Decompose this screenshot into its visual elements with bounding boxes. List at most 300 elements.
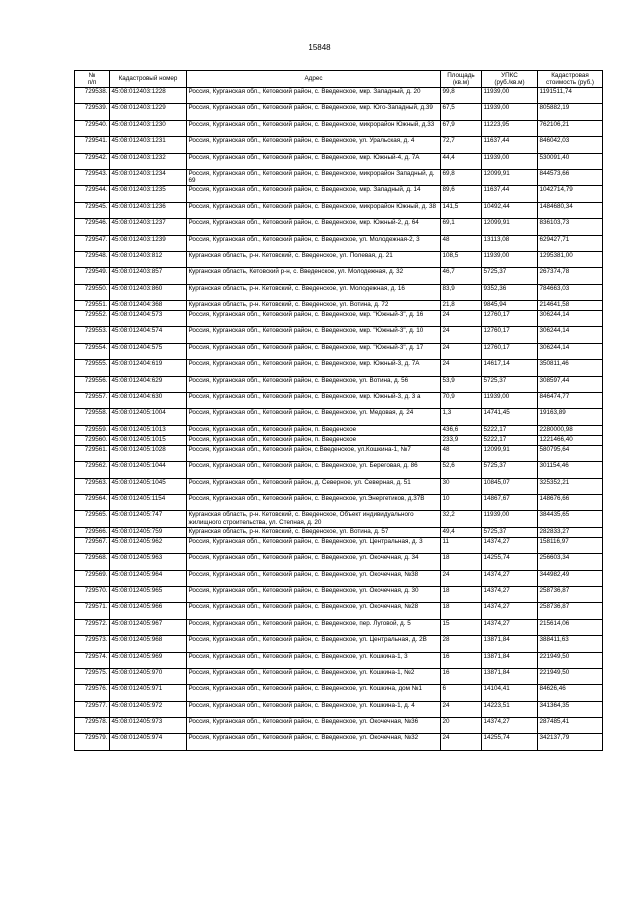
cell-address: Россия, Курганская обл., Кетовский район, п. Введенское [187,435,441,445]
cell-row-number: 729541. [75,137,110,153]
cell-cadastral-cost: 530091,40 [538,153,603,169]
cell-cadastral-cost: 1191511,74 [538,88,603,104]
cell-row-number: 729573. [75,636,110,652]
cell-cadastral-cost: 84626,46 [538,685,603,701]
cell-row-number: 729544. [75,186,110,202]
cell-upks: 5222,17 [482,425,538,435]
table-row [75,251,603,267]
cell-area: 44,4 [441,153,482,169]
table-row [75,301,603,311]
cell-upks: 11637,44 [482,186,538,202]
cell-area: 67,5 [441,104,482,120]
cell-cadastral-number: 45:08:012405:962 [110,537,187,553]
table-row [75,104,603,120]
cell-area: 24 [441,327,482,343]
cell-cadastral-number: 45:08:012403:1235 [110,186,187,202]
cell-upks: 14223,51 [482,701,538,717]
cell-cadastral-cost: 2280000,98 [538,425,603,435]
table-row [75,478,603,494]
cell-address: Россия, Курганская обл., Кетовский район, с. Введенское, ул. Вотина, д. 56 [187,376,441,392]
cell-address: Россия, Курганская обл., Кетовский район, с. Введенское, ул. Уральская, д. 4 [187,137,441,153]
cell-cadastral-cost: 258736,87 [538,586,603,602]
cell-row-number: 729571. [75,603,110,619]
cell-cadastral-cost: 158116,97 [538,537,603,553]
cell-cadastral-number: 45:08:012405:973 [110,718,187,734]
cell-area: 32,2 [441,511,482,527]
cell-cadastral-cost: 762106,21 [538,120,603,136]
header-num: № п/п [75,71,110,88]
cell-cadastral-number: 45:08:012403:1237 [110,219,187,235]
table-row [75,137,603,153]
cell-cadastral-cost: 306244,14 [538,311,603,327]
cell-area: 10 [441,494,482,510]
table-row [75,603,603,619]
table-row [75,619,603,635]
cell-upks: 13871,84 [482,668,538,684]
cell-row-number: 729577. [75,701,110,717]
cell-cadastral-number: 45:08:012405:966 [110,603,187,619]
cell-cadastral-cost: 805882,19 [538,104,603,120]
cell-upks: 5725,37 [482,268,538,284]
cell-row-number: 729566. [75,527,110,537]
cell-address: Россия, Курганская обл., Кетовский район, с. Введенское, ул. Медовая, д. 24 [187,409,441,425]
cell-cadastral-cost: 384435,65 [538,511,603,527]
cell-cadastral-number: 45:08:012403:857 [110,268,187,284]
table-row [75,425,603,435]
header-upks: УПКС (руб./кв.м) [482,71,538,88]
table-row [75,527,603,537]
cell-cadastral-number: 45:08:012403:812 [110,251,187,267]
cell-cadastral-cost: 846474,77 [538,393,603,409]
cell-area: 141,5 [441,202,482,218]
cell-address: Россия, Курганская обл., Кетовский район, с. Введенское, ул. Кошкина-1, 3 [187,652,441,668]
cell-cadastral-cost: 258736,87 [538,603,603,619]
cell-area: 24 [441,734,482,750]
cell-area: 233,9 [441,435,482,445]
cell-upks: 14374,27 [482,586,538,602]
cell-area: 108,5 [441,251,482,267]
table-row [75,409,603,425]
cell-address: Россия, Курганская обл., Кетовский район, с. Введенское, микрорайон Западный, д. 69 [187,169,441,185]
table-row [75,120,603,136]
cell-cadastral-number: 45:08:012404:574 [110,327,187,343]
cell-upks: 12099,91 [482,445,538,461]
cell-row-number: 729568. [75,554,110,570]
table-row [75,435,603,445]
cell-upks: 5725,37 [482,376,538,392]
table-body [75,88,603,751]
cell-row-number: 729555. [75,360,110,376]
cell-row-number: 729567. [75,537,110,553]
header-cost: Кадастровая стоимость (руб.) [538,71,603,88]
cell-address: Курганская область, Кетовский р-н, с. Введенское, ул. Молодежная, д. 32 [187,268,441,284]
cell-area: 52,6 [441,462,482,478]
cell-address: Россия, Курганская обл., Кетовский район, с. Введенское, мкр. "Южный-3", д. 17 [187,343,441,359]
cell-area: 24 [441,311,482,327]
cell-upks: 14374,27 [482,603,538,619]
cell-row-number: 729558. [75,409,110,425]
cell-cadastral-number: 45:08:012405:967 [110,619,187,635]
table-row [75,494,603,510]
cell-cadastral-cost: 221949,50 [538,668,603,684]
cell-row-number: 729572. [75,619,110,635]
cell-address: Россия, Курганская обл., Кетовский район, с. Введенское, пер. Луговой, д. 5 [187,619,441,635]
cell-cadastral-number: 45:08:012405:1015 [110,435,187,445]
cell-address: Россия, Курганская обл., Кетовский район, с. Введенское, микрорайон Южный, д.33 [187,120,441,136]
cell-cadastral-cost: 629427,71 [538,235,603,251]
cell-address: Россия, Курганская обл., Кетовский район, с. Введенское, мкр. Южный-4, д. 7А [187,153,441,169]
cell-upks: 14867,67 [482,494,538,510]
cell-cadastral-number: 45:08:012405:1154 [110,494,187,510]
cell-cadastral-cost: 341364,35 [538,701,603,717]
cell-cadastral-number: 45:08:012405:1028 [110,445,187,461]
table-row [75,235,603,251]
cell-area: 20 [441,718,482,734]
cell-row-number: 729538. [75,88,110,104]
cell-row-number: 729563. [75,478,110,494]
cadastral-registry-table [74,70,603,751]
cell-cadastral-number: 45:08:012405:759 [110,527,187,537]
cell-address: Россия, Курганская обл., Кетовский район, с. Введенское, мкр. Южный-3, д. 3 а [187,393,441,409]
cell-cadastral-cost: 325352,21 [538,478,603,494]
cell-area: 24 [441,570,482,586]
header-cadastral: Кадастровый номер [110,71,187,88]
cell-row-number: 729569. [75,570,110,586]
cell-row-number: 729564. [75,494,110,510]
cell-row-number: 729540. [75,120,110,136]
cell-cadastral-number: 45:08:012404:575 [110,343,187,359]
cell-row-number: 729547. [75,235,110,251]
cell-upks: 14104,41 [482,685,538,701]
cell-area: 49,4 [441,527,482,537]
cell-cadastral-number: 45:08:012403:1231 [110,137,187,153]
cell-cadastral-cost: 215614,06 [538,619,603,635]
cell-cadastral-cost: 282833,27 [538,527,603,537]
cell-address: Россия, Курганская обл., Кетовский район, с. Введенское, мкр. Западный, д. 20 [187,88,441,104]
cell-address: Россия, Курганская обл., Кетовский район, с. Введенское, ул. Молодежная-2, 3 [187,235,441,251]
cell-cadastral-cost: 221949,50 [538,652,603,668]
cell-area: 69,1 [441,219,482,235]
cell-upks: 14374,27 [482,619,538,635]
cell-address: Россия, Курганская обл., Кетовский район, с. Введенское, ул. Центральная, д. 2В [187,636,441,652]
cell-upks: 9352,36 [482,284,538,300]
cell-row-number: 729551. [75,301,110,311]
cell-cadastral-number: 45:08:012403:1236 [110,202,187,218]
cell-area: 53,9 [441,376,482,392]
cell-upks: 12760,17 [482,327,538,343]
cell-area: 99,8 [441,88,482,104]
cell-area: 46,7 [441,268,482,284]
cell-cadastral-number: 45:08:012405:1044 [110,462,187,478]
cell-row-number: 729575. [75,668,110,684]
table-row [75,268,603,284]
cell-cadastral-number: 45:08:012405:972 [110,701,187,717]
cell-row-number: 729559. [75,425,110,435]
cell-area: 48 [441,445,482,461]
table-row [75,718,603,734]
table-row [75,376,603,392]
cell-cadastral-cost: 214641,58 [538,301,603,311]
table-row [75,462,603,478]
cell-area: 16 [441,652,482,668]
cell-cadastral-cost: 846042,03 [538,137,603,153]
table-row [75,511,603,527]
cell-row-number: 729562. [75,462,110,478]
table-row [75,88,603,104]
cell-row-number: 729546. [75,219,110,235]
table-row [75,570,603,586]
cell-area: 69,8 [441,169,482,185]
cell-cadastral-number: 45:08:012403:1228 [110,88,187,104]
cell-address: Россия, Курганская обл., Кетовский район, с. Введенское, ул. Кошкина-1, д. 4 [187,701,441,717]
cell-upks: 11939,00 [482,88,538,104]
cell-upks: 5222,17 [482,435,538,445]
table-row [75,685,603,701]
table-row [75,343,603,359]
cell-area: 18 [441,603,482,619]
cell-row-number: 729542. [75,153,110,169]
cell-upks: 12099,91 [482,169,538,185]
cell-row-number: 729561. [75,445,110,461]
cell-upks: 14255,74 [482,554,538,570]
cell-cadastral-number: 45:08:012405:970 [110,668,187,684]
cell-address: Россия, Курганская обл., Кетовский район, с. Введенское, мкр. Юго-Западный, д.39 [187,104,441,120]
cell-area: 28 [441,636,482,652]
cell-address: Россия, Курганская обл., Кетовский район, с. Введенское, мкр. Южный-3, д. 7А [187,360,441,376]
cell-row-number: 729550. [75,284,110,300]
cell-address: Россия, Курганская обл., Кетовский район, с. Введенское, мкр. "Южный-3", д. 16 [187,311,441,327]
cell-cadastral-cost: 844573,66 [538,169,603,185]
cell-cadastral-number: 45:08:012404:573 [110,311,187,327]
table-row [75,327,603,343]
cell-cadastral-number: 45:08:012405:1004 [110,409,187,425]
cell-row-number: 729576. [75,685,110,701]
cell-area: 16 [441,668,482,684]
header-address: Адрес [187,71,441,88]
cell-cadastral-number: 45:08:012404:630 [110,393,187,409]
cell-address: Курганская область, р-н. Кетовский, с. Введенское, ул. Молодежная, д. 16 [187,284,441,300]
cell-upks: 10492,44 [482,202,538,218]
cell-row-number: 729556. [75,376,110,392]
table-row [75,652,603,668]
cell-area: 6 [441,685,482,701]
cell-address: Курганская область, р-н. Кетовский, с. Введенское, ул. Вотина, д. 57 [187,527,441,537]
cell-cadastral-cost: 388411,63 [538,636,603,652]
cell-upks: 13871,84 [482,636,538,652]
cell-upks: 13871,84 [482,652,538,668]
cell-upks: 11939,00 [482,393,538,409]
cell-address: Курганская область, р-н. Кетовский, с. Введенское, ул. Полевая, д. 21 [187,251,441,267]
cell-cadastral-number: 45:08:012405:964 [110,570,187,586]
cell-cadastral-cost: 580795,64 [538,445,603,461]
cell-upks: 5725,37 [482,462,538,478]
cell-row-number: 729579. [75,734,110,750]
cell-cadastral-cost: 836103,73 [538,219,603,235]
cell-address: Россия, Курганская обл., Кетовский район, с. Введенское, ул. Окочечная, д. 34 [187,554,441,570]
cell-row-number: 729545. [75,202,110,218]
cell-address: Россия, Курганская обл., Кетовский район, с. Введенское, ул. Кошкина, дом №1 [187,685,441,701]
cell-address: Россия, Курганская обл., Кетовский район, с. Введенское, ул. Окочечная, №38 [187,570,441,586]
cell-upks: 14617,14 [482,360,538,376]
cell-row-number: 729548. [75,251,110,267]
cell-cadastral-number: 45:08:012403:1230 [110,120,187,136]
cell-row-number: 729552. [75,311,110,327]
cell-cadastral-cost: 308597,44 [538,376,603,392]
cell-area: 70,9 [441,393,482,409]
cell-row-number: 729578. [75,718,110,734]
cell-address: Россия, Курганская обл., Кетовский район, с. Введенское, ул. Окочечная, №32 [187,734,441,750]
table-row [75,202,603,218]
cell-cadastral-cost: 306244,14 [538,327,603,343]
cell-row-number: 729554. [75,343,110,359]
cell-cadastral-number: 45:08:012405:968 [110,636,187,652]
cell-row-number: 729553. [75,327,110,343]
table-row [75,701,603,717]
cell-upks: 14374,27 [482,570,538,586]
cell-cadastral-number: 45:08:012403:1239 [110,235,187,251]
table-row [75,554,603,570]
cell-area: 89,6 [441,186,482,202]
header-area: Площадь (кв.м) [441,71,482,88]
cell-area: 83,9 [441,284,482,300]
cell-cadastral-number: 45:08:012404:629 [110,376,187,392]
table-row [75,169,603,185]
cell-address: Россия, Курганская обл., Кетовский район, с. Введенское, ул. Центральная, д. 3 [187,537,441,553]
cell-cadastral-cost: 350811,46 [538,360,603,376]
cell-address: Россия, Курганская обл., Кетовский район, п. Введенское [187,425,441,435]
cell-cadastral-cost: 1484680,34 [538,202,603,218]
cell-cadastral-cost: 1295381,00 [538,251,603,267]
cell-cadastral-number: 45:08:012405:971 [110,685,187,701]
cell-area: 24 [441,343,482,359]
table-row [75,636,603,652]
cell-row-number: 729560. [75,435,110,445]
table-row [75,360,603,376]
cell-area: 48 [441,235,482,251]
cell-cadastral-number: 45:08:012404:619 [110,360,187,376]
table-row [75,219,603,235]
cell-upks: 11637,44 [482,137,538,153]
cell-area: 30 [441,478,482,494]
cell-area: 11 [441,537,482,553]
cell-cadastral-cost: 19163,89 [538,409,603,425]
cell-row-number: 729574. [75,652,110,668]
cell-cadastral-number: 45:08:012404:368 [110,301,187,311]
table-row [75,445,603,461]
cell-area: 436,6 [441,425,482,435]
table-row [75,284,603,300]
cell-cadastral-number: 45:08:012403:860 [110,284,187,300]
cell-address: Россия, Курганская обл., Кетовский район, с. Введенское, ул. Окочечная, №28 [187,603,441,619]
cell-upks: 9845,94 [482,301,538,311]
cell-upks: 12099,91 [482,219,538,235]
cell-area: 24 [441,360,482,376]
cell-address: Курганская область, р-н. Кетовский, с. Введенское, ул. Вотина, д. 72 [187,301,441,311]
cell-cadastral-cost: 1042714,79 [538,186,603,202]
cell-upks: 12760,17 [482,343,538,359]
cell-upks: 13113,08 [482,235,538,251]
cell-row-number: 729565. [75,511,110,527]
cell-upks: 11939,00 [482,153,538,169]
cell-cadastral-cost: 342137,79 [538,734,603,750]
cell-address: Россия, Курганская обл., Кетовский район, д. Северное, ул. Северная, д. 51 [187,478,441,494]
cell-address: Россия, Курганская обл., Кетовский район, с. Введенское, мкр. Западный, д. 14 [187,186,441,202]
cell-cadastral-number: 45:08:012405:969 [110,652,187,668]
cell-upks: 14741,45 [482,409,538,425]
table-row [75,311,603,327]
cell-area: 72,7 [441,137,482,153]
cell-address: Россия, Курганская обл., Кетовский район, с. Введенское, мкр. "Южный-3", д. 10 [187,327,441,343]
cell-cadastral-cost: 784663,03 [538,284,603,300]
cell-address: Курганская область, р-н. Кетовский, с. Введенское, Объект индивидуального жилищного строительства, ул. Степная, д. 20 [187,511,441,527]
cell-cadastral-number: 45:08:012405:1013 [110,425,187,435]
cell-upks: 5725,37 [482,527,538,537]
cell-area: 24 [441,701,482,717]
cell-cadastral-number: 45:08:012405:965 [110,586,187,602]
cell-row-number: 729539. [75,104,110,120]
cell-cadastral-cost: 301154,46 [538,462,603,478]
cell-cadastral-cost: 267374,78 [538,268,603,284]
table-row [75,186,603,202]
page-number: 15848 [308,43,331,52]
cell-cadastral-cost: 148676,66 [538,494,603,510]
cell-area: 18 [441,554,482,570]
cell-row-number: 729570. [75,586,110,602]
cell-cadastral-number: 45:08:012405:974 [110,734,187,750]
cell-address: Россия, Курганская обл., Кетовский район, с. Введенское, ул. Береговая, д. 86 [187,462,441,478]
table-row [75,668,603,684]
cell-area: 15 [441,619,482,635]
cell-cadastral-number: 45:08:012403:1229 [110,104,187,120]
cell-address: Россия, Курганская обл., Кетовский район, с. Введенское, ул.Энергетиков, д.37В [187,494,441,510]
cell-upks: 11939,00 [482,104,538,120]
cell-cadastral-number: 45:08:012405:747 [110,511,187,527]
cell-upks: 14374,27 [482,537,538,553]
cell-cadastral-number: 45:08:012403:1232 [110,153,187,169]
table-row [75,153,603,169]
cell-cadastral-cost: 344982,49 [538,570,603,586]
cell-cadastral-number: 45:08:012403:1234 [110,169,187,185]
table-header-row [75,71,603,88]
cell-address: Россия, Курганская обл., Кетовский район, с. Введенское, ул. Окочечная, д. 30 [187,586,441,602]
cell-upks: 12760,17 [482,311,538,327]
cell-cadastral-cost: 256603,34 [538,554,603,570]
cell-upks: 10845,07 [482,478,538,494]
cell-row-number: 729549. [75,268,110,284]
cell-cadastral-number: 45:08:012405:963 [110,554,187,570]
cell-upks: 14255,74 [482,734,538,750]
cell-cadastral-cost: 1221466,40 [538,435,603,445]
cell-row-number: 729543. [75,169,110,185]
table-row [75,537,603,553]
cell-upks: 11223,95 [482,120,538,136]
cell-upks: 11939,00 [482,251,538,267]
cell-address: Россия, Курганская обл., Кетовский район, с. Введенское, мкр. Южный-2, д. 64 [187,219,441,235]
cell-address: Россия, Курганская обл., Кетовский район, с. Введенское, микрорайон Южный, д. 38 [187,202,441,218]
cell-area: 1,3 [441,409,482,425]
cell-cadastral-cost: 306244,14 [538,343,603,359]
cell-address: Россия, Курганская обл., Кетовский район, с.Введенское, ул.Кошкина-1, №7 [187,445,441,461]
cell-row-number: 729557. [75,393,110,409]
cell-cadastral-cost: 287485,41 [538,718,603,734]
cell-area: 21,8 [441,301,482,311]
cell-upks: 11939,00 [482,511,538,527]
cell-upks: 14374,27 [482,718,538,734]
cell-address: Россия, Курганская обл., Кетовский район, с. Введенское, ул. Кошкина-1, №2 [187,668,441,684]
table-row [75,586,603,602]
table-row [75,734,603,750]
table-row [75,393,603,409]
